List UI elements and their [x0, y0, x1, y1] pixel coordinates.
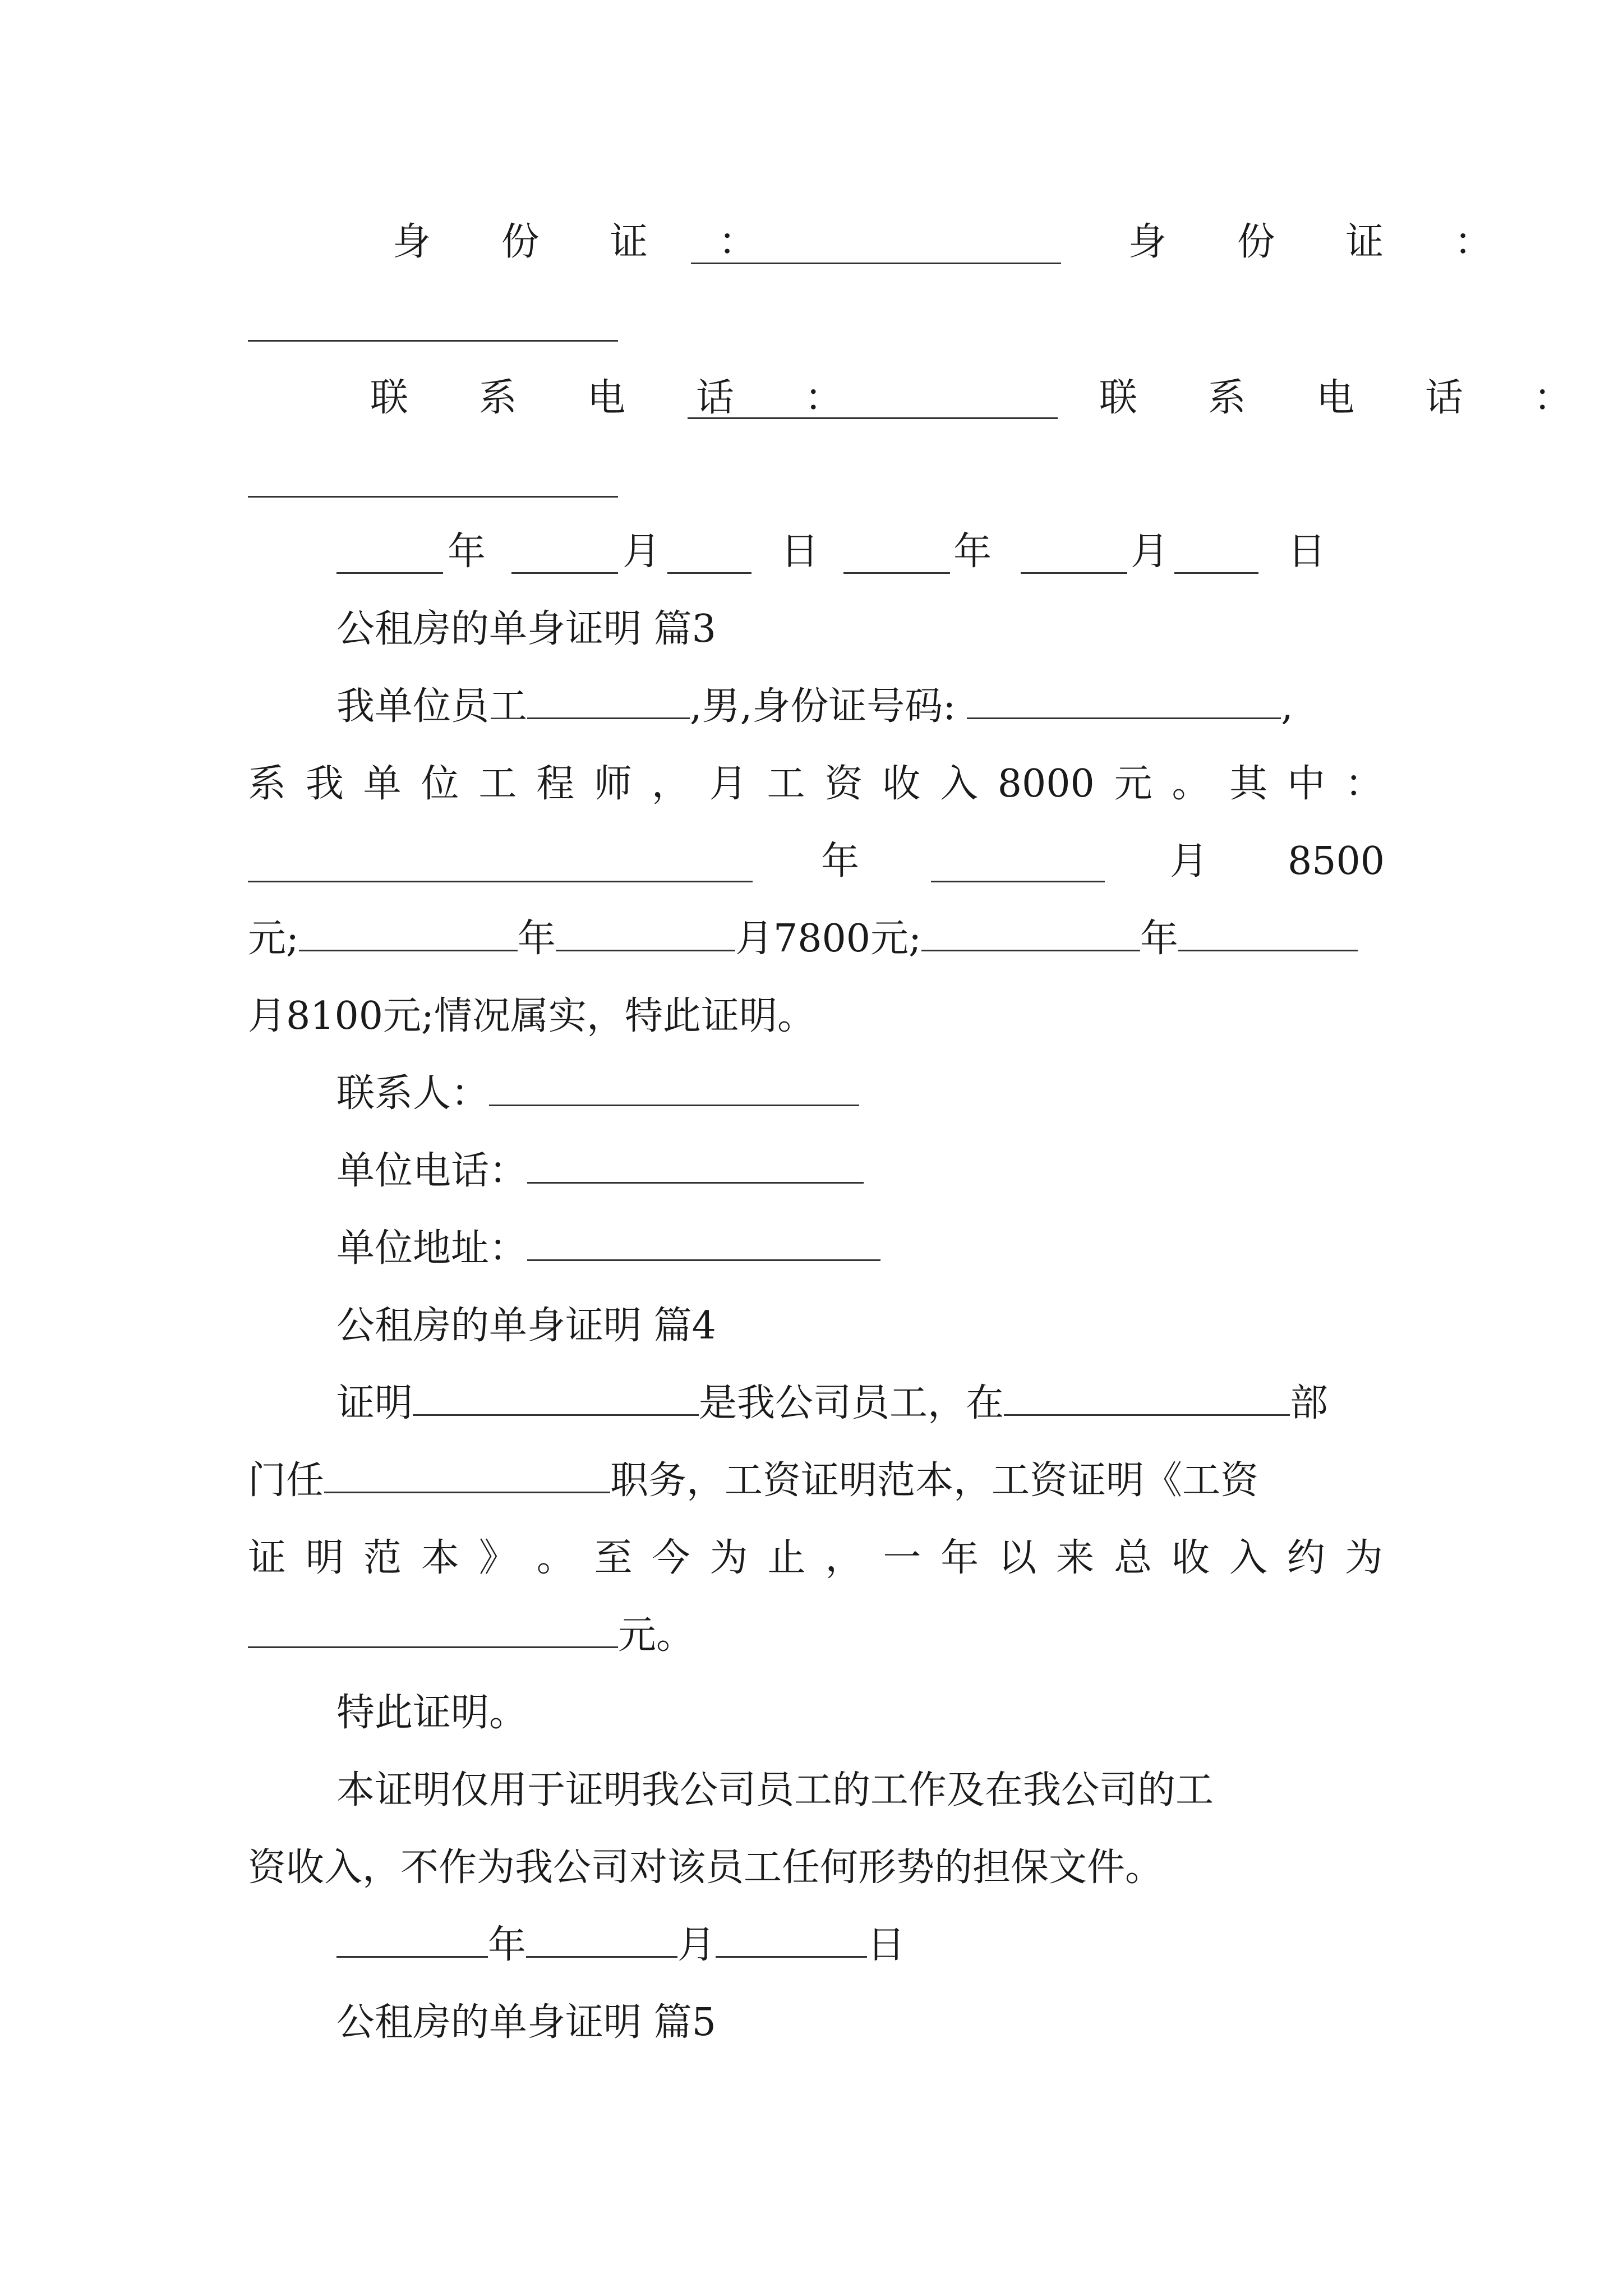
- section4-name-blank[interactable]: [413, 1414, 699, 1416]
- spread-glyph: ，: [651, 762, 690, 806]
- section4-date: [336, 1923, 906, 1967]
- spread-glyph: 为: [709, 1536, 748, 1580]
- spread-glyph: 单: [363, 762, 402, 806]
- spread-glyph: 工: [767, 762, 805, 806]
- section4-year-blank[interactable]: [336, 1956, 488, 1958]
- spread-glyph: 系: [248, 762, 287, 806]
- unit-address-blank[interactable]: [527, 1259, 880, 1261]
- section3-p4-a: 元;: [248, 917, 299, 961]
- unit-phone-label: 单位电话：: [336, 1149, 528, 1193]
- spread-glyph: 一: [883, 1536, 921, 1580]
- spread-glyph: 范: [363, 1536, 402, 1580]
- spread-glyph: 中: [1287, 762, 1326, 806]
- spread-glyph: 我: [305, 762, 344, 806]
- section3-p3-amount: 8500: [1288, 839, 1385, 884]
- spread-glyph: 资: [824, 762, 863, 806]
- spread-glyph: 入: [939, 762, 978, 806]
- section3-p4-year-2: 年: [1140, 917, 1178, 961]
- phone-blank-right[interactable]: [248, 496, 618, 498]
- date-month-label-2: 月: [1131, 530, 1169, 574]
- section3-address: [336, 1226, 880, 1271]
- section3-p3-blank-2[interactable]: [931, 881, 1105, 882]
- section3-p3-month: 月: [1170, 839, 1209, 884]
- spread-glyph: 证: [248, 1536, 287, 1580]
- section4-day-blank[interactable]: [716, 1956, 867, 1958]
- section3-p1-c: ,: [1281, 684, 1293, 729]
- section4-p1-c: 部: [1290, 1381, 1329, 1425]
- phone-label-left: 联 系 电 话 ：: [370, 376, 872, 420]
- date-year-label-2: 年: [953, 530, 992, 574]
- id-blank-right[interactable]: [248, 340, 618, 342]
- spread-glyph: 至: [594, 1536, 633, 1580]
- spread-glyph: 元: [1114, 762, 1152, 806]
- contact-label: 联系人：: [336, 1071, 490, 1116]
- spread-glyph: 8000: [997, 762, 1095, 806]
- date-day-label-1: 日: [781, 530, 819, 574]
- date-day-blank-1[interactable]: [667, 572, 751, 574]
- date-month-label-1: 月: [623, 530, 661, 574]
- section3-p4-blank-3[interactable]: [921, 950, 1140, 951]
- spread-glyph: 为: [1344, 1536, 1383, 1580]
- spread-glyph: 来: [1056, 1536, 1095, 1580]
- date-day-blank-2[interactable]: [1174, 572, 1258, 574]
- spread-glyph: 收: [882, 762, 921, 806]
- section5-title: 公租房的单身证明 篇5: [336, 2000, 716, 2045]
- section3-p1-a: 我单位员工: [336, 684, 528, 729]
- section4-month: 月: [677, 1923, 716, 1967]
- section3-p3-year: 年: [821, 839, 860, 884]
- unit-address-label: 单位地址：: [336, 1226, 528, 1271]
- section4-position-blank[interactable]: [324, 1492, 610, 1493]
- spread-glyph: 今: [652, 1536, 690, 1580]
- spread-glyph: ：: [1344, 762, 1383, 806]
- section4-year: 年: [488, 1923, 527, 1967]
- section3-p2: [248, 762, 1383, 806]
- section3-p4-blank-1[interactable]: [299, 950, 518, 951]
- section3-p3-blank-1[interactable]: [248, 881, 753, 882]
- total-income-blank[interactable]: [248, 1646, 618, 1648]
- spread-glyph: 本: [421, 1536, 459, 1580]
- employee-name-blank[interactable]: [527, 717, 690, 719]
- spread-glyph: 收: [1172, 1536, 1210, 1580]
- date-month-blank-2[interactable]: [1021, 572, 1127, 574]
- section4-p5: 特此证明。: [336, 1691, 528, 1735]
- date-year-blank-2[interactable]: [843, 572, 950, 574]
- section4-p1: [336, 1381, 1329, 1425]
- section3-p1-b: ,男,身份证号码:: [690, 684, 956, 729]
- unit-phone-blank[interactable]: [527, 1182, 864, 1184]
- section3-phone: [336, 1149, 864, 1193]
- id-blank-left[interactable]: [691, 263, 1061, 264]
- section4-title: 公租房的单身证明 篇4: [336, 1304, 716, 1348]
- contact-blank[interactable]: [489, 1105, 859, 1106]
- spread-glyph: 程: [536, 762, 575, 806]
- spread-glyph: 止: [767, 1536, 806, 1580]
- section3-p4-blank-4[interactable]: [1178, 950, 1358, 951]
- date-year-label-1: 年: [448, 530, 486, 574]
- section4-p2-b: 职务，工资证明范本，工资证明《工资: [610, 1458, 1259, 1503]
- section4-dept-blank[interactable]: [1004, 1414, 1290, 1416]
- spread-glyph: 。: [1172, 762, 1210, 806]
- date-year-blank-1[interactable]: [336, 572, 443, 574]
- section3-p4: [248, 917, 1358, 961]
- spread-glyph: 月: [709, 762, 748, 806]
- spread-glyph: 约: [1287, 1536, 1325, 1580]
- spread-glyph: 总: [1114, 1536, 1152, 1580]
- spread-glyph: 年: [940, 1536, 979, 1580]
- section4-p7: 资收入，不作为我公司对该员工任何形势的担保文件。: [248, 1846, 1164, 1890]
- spread-glyph: ，: [825, 1536, 864, 1580]
- spread-glyph: 》: [478, 1536, 517, 1580]
- spread-glyph: 。: [536, 1536, 575, 1580]
- section3-p4-blank-2[interactable]: [556, 950, 735, 951]
- spread-glyph: 以: [998, 1536, 1037, 1580]
- section4-p2-a: 门任: [248, 1458, 325, 1503]
- section4-p1-a: 证明: [336, 1381, 413, 1425]
- section3-contact: [336, 1071, 859, 1116]
- phone-label-right: 联 系 电 话 ：: [1099, 376, 1601, 420]
- section4-p4-text: 元。: [618, 1613, 695, 1658]
- section3-title: 公租房的单身证明 篇3: [336, 607, 716, 651]
- spread-glyph: 明: [305, 1536, 344, 1580]
- section4-p6: 本证明仅用于证明我公司员工的工作及在我公司的工: [336, 1768, 1214, 1812]
- id-number-blank[interactable]: [967, 717, 1281, 719]
- id-label-left: 身 份 证 ：: [393, 220, 786, 264]
- id-line-right: [1128, 220, 1521, 264]
- spread-glyph: 师: [593, 762, 632, 806]
- section3-p1: [336, 684, 1293, 729]
- spread-glyph: 工: [478, 762, 517, 806]
- phone-line-right: [1099, 376, 1601, 420]
- id-label-right: 身 份 证 ：: [1128, 220, 1521, 264]
- id-line-left: [393, 220, 786, 264]
- spread-glyph: 其: [1229, 762, 1268, 806]
- spread-glyph: 位: [421, 762, 459, 806]
- section3-p4-b: 月7800元;: [735, 917, 921, 961]
- section4-p1-b: 是我公司员工，在: [699, 1381, 1004, 1425]
- date-day-label-2: 日: [1288, 530, 1326, 574]
- section4-p4: [248, 1613, 695, 1658]
- date-month-blank-1[interactable]: [511, 572, 618, 574]
- section4-p3: [248, 1536, 1383, 1580]
- section4-month-blank[interactable]: [526, 1956, 677, 1958]
- section3-p4-year: 年: [517, 917, 556, 961]
- spread-glyph: 入: [1229, 1536, 1267, 1580]
- section3-p5: 月8100元;情况属实，特此证明。: [248, 994, 815, 1038]
- section4-day: 日: [867, 1923, 906, 1967]
- phone-line-left: [370, 376, 872, 420]
- phone-blank-left[interactable]: [688, 417, 1058, 419]
- section4-p2: [248, 1458, 1259, 1503]
